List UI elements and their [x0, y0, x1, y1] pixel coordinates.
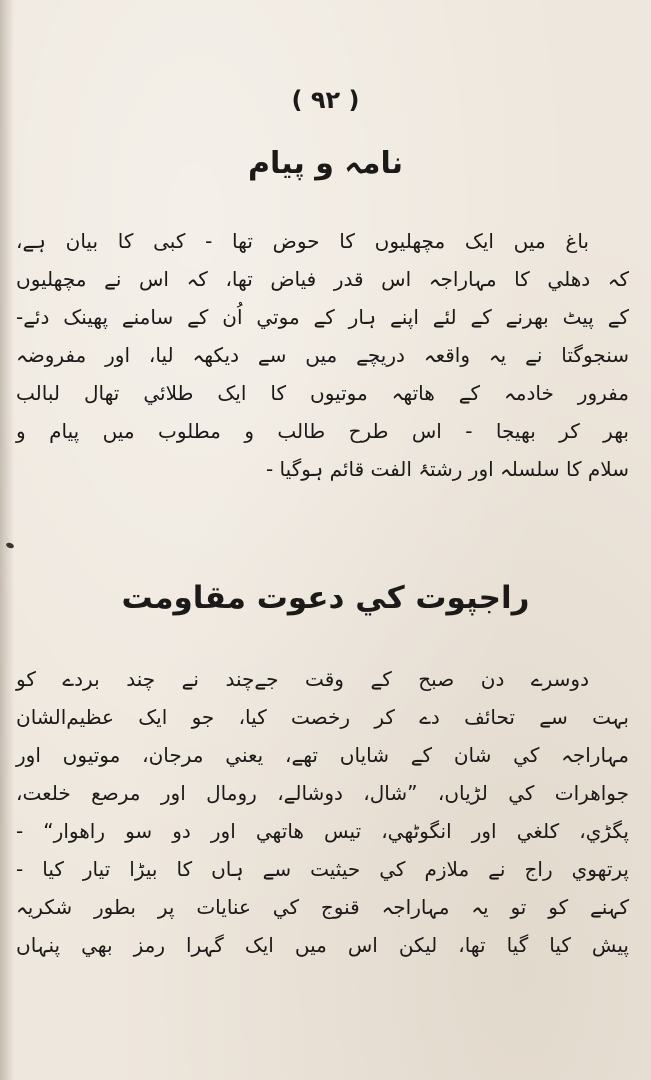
text-line: سنجوگتا نے یہ واقعہ دریچے میں سے دیکھہ لیا، اور مفروضہ [16, 343, 629, 367]
text-line: باغ میں ایک مچھلیوں کا حوض تھا - کبی کا بیان ہے، [16, 229, 589, 253]
paragraph-nama-o-payam [16, 222, 629, 488]
text-line: جواھرات کي لڑیاں، ”شال، دوشالے، رومال اور مرصع خلعت، [16, 781, 629, 805]
text-line: کہ دھلي کا مہاراجہ اس قدر فیاض تھا، کہ اس نے مچھلیوں [16, 267, 629, 291]
text-line: کے پیٹ بھرنے کے لئے اپنے ہار کے موتي اُن کے سامنے پھینک دئے- [16, 305, 629, 329]
text-line: مہاراجہ کي شان کے شایاں تھے، یعني مرجان، موتیوں اور [16, 743, 629, 767]
text-line: پیش کیا گیا تھا، لیکن اس میں ایک گہرا رمز بھي پنہاں [16, 933, 629, 957]
section-heading-nama-o-payam: نامہ و پیام [248, 146, 403, 181]
text-line: مفرور خادمہ کے ھاتھہ موتیوں کا ایک طلائي تھال لبالب [16, 381, 629, 405]
text-line: دوسرے دن صبح کے وقت جےچند نے چند بردے کو [16, 667, 589, 691]
page-number: ( ٩٢ ) [291, 86, 360, 114]
text-line: پگڑي، کلغي اور انگوٹھي، تیس ھاتھي اور دو سو راھوار“ - [16, 819, 629, 843]
text-line: کہنے کو تو یہ مہاراجہ قنوج کي عنایات پر بطور شکریہ [16, 895, 629, 919]
paragraph-rajput-dawat [16, 660, 629, 964]
text-line: بھر کر بھیجا - اس طرح طالب و مطلوب میں پیام و [16, 419, 629, 443]
text-line: بہت سے تحائف دے کر رخصت کیا، جو ایک عظیم‌الشان [16, 705, 629, 729]
text-line: پرتھوي راج نے ملازم کي حیثیت سے ہاں کا بیڑا تیار کیا - [16, 857, 629, 881]
section-heading-rajput-dawat: راجپوت کي دعوت مقاومت [121, 580, 530, 616]
text-line: سلام کا سلسلہ اور رشتۂ الفت قائم ہوگیا - [265, 457, 629, 481]
